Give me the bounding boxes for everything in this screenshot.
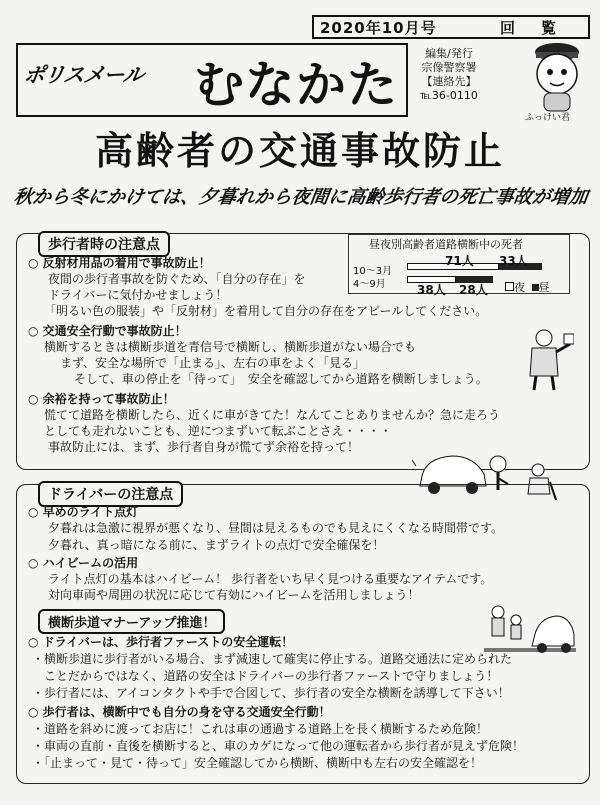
legend-night-swatch (505, 282, 514, 291)
subheadline: 秋から冬にかけては、夕暮れから夜間に高齢歩行者の死亡事故が増加 (12, 187, 590, 208)
ped-point2-line2: まず、安全な場所で「止まる」、左右の車をよく「見る」 (60, 356, 366, 370)
cross-point1-line3: ・歩行者には、アイコンタクトや手で合図して、歩行者の安全な横断を誘導して下さい！ (32, 686, 510, 700)
label-day-oct-mar: 33人 (499, 254, 528, 268)
ped-point1-line1: 夜間の歩行者事故を防ぐため、「自分の存在」を (48, 272, 306, 286)
issue-box (312, 15, 590, 39)
masthead (16, 43, 408, 117)
cross-point2-line3: ・「止まって・見て・待って」安全確認してから横断、横断中も左右の安全確認を！ (32, 756, 483, 770)
issue-date: 2020年10月号 (320, 18, 437, 37)
fatalities-chart (348, 234, 570, 297)
publisher-phone: ℡36-0110 (420, 89, 478, 102)
ped-point1-heading: ○ 反射材用品の着用で事故防止！ (28, 256, 211, 270)
publisher-line1: 編集/発行 (425, 47, 473, 60)
publisher-line3: 【連絡先】 (421, 75, 477, 88)
ped-point2-line3: そして、車の停止を「待って」 安全を確認してから道路を横断しましょう。 (74, 372, 488, 386)
cross-point1-heading: ○ ドライバーは、歩行者ファーストの安全運転！ (28, 635, 294, 649)
label-night-oct-mar: 71人 (445, 254, 474, 268)
cross-point1-line1: ・横断歩道に歩行者がいる場合、まず減速して確実に停止する。道路交通法に定められた (32, 652, 513, 666)
drv-point1-heading: ○ 早めのライト点灯 (28, 505, 139, 519)
label-day-apr-sep: 28人 (459, 283, 488, 297)
legend-night: 夜 (514, 281, 525, 294)
ped-point1-line2: ドライバーに気付かせましょう！ (48, 288, 228, 302)
circulate-label: 回覧 (499, 18, 582, 37)
crossing-guard-icon (514, 326, 574, 392)
ped-point3-text: 余裕を持って事故防止！ (42, 392, 175, 406)
ped-point3-heading: ○ 余裕を持って事故防止！ (28, 392, 175, 406)
drv-point2-line1: ライト点灯の基本はハイビーム！ 歩行者をいち早く見つける重要なアイテムです。 (48, 572, 493, 586)
cross-point2-line2: ・車両の直前・直後を横断すると、車のカゲになって他の運転者から歩行者が見えず危険！ (32, 739, 525, 753)
chart-legend (505, 279, 550, 295)
chart-category-2: 4～9月 (353, 279, 386, 290)
cross-point2-text: 歩行者は、横断中でも自分の身を守る交通安全行動！ (42, 705, 331, 719)
cross-point1-text: ドライバーは、歩行者ファーストの安全運転！ (42, 635, 294, 649)
ped-point1-line3: 「明るい色の服装」や「反射材」を着用して自分の存在をアピールしてください。 (44, 304, 488, 318)
ped-point2-text: 交通安全行動で事故防止！ (42, 324, 187, 338)
ped-point3-line3: 事故防止には、まず、歩行者自身が慌てず余裕を持って！ (48, 440, 360, 454)
cross-point1-line2: ことだからではなく、道路の安全はドライバーの歩行者ファーストで守りましょう！ (44, 669, 499, 683)
ped-point2-heading: ○ 交通安全行動で事故防止！ (28, 324, 187, 338)
drv-point2-line2: 対向車両や周囲の状況に応じて有効にハイビームを活用しましょう！ (48, 588, 420, 602)
driver-title: ドライバーの注意点 (38, 481, 183, 507)
crossing-title: 横断歩道マナーアップ推進！ (38, 609, 225, 634)
chart-category-1: 10～3月 (353, 266, 393, 277)
drv-point2-text: ハイビームの活用 (42, 556, 139, 570)
chart-title: 昼夜別高齢者道路横断中の死者 (369, 238, 523, 251)
ped-point2-line1: 横断するときは横断歩道を青信号で横断し、横断歩道がない場合でも (44, 340, 417, 354)
cross-point2-line1: ・道路を斜めに渡ってお店に！これは車の通過する道路上を長く横断するため危険！ (32, 722, 489, 736)
mascot-label: ふっけい君 (525, 113, 571, 123)
legend-day: 昼 (538, 281, 550, 294)
drv-point1-line2: 夕暮れ、真っ暗になる前に、まずライトの点灯で安全確保を！ (48, 538, 385, 552)
ped-point3-line2: としても走れないことも、逆につまずいて転ぶことさえ・・・・ (44, 424, 392, 438)
ped-point3-line1: 慌てて道路を横断したら、近くに車がきてた！なんてことありませんか？急に走ろう (44, 408, 501, 422)
brand-big: むなかた (194, 56, 398, 114)
drv-point1-line1: 夕暮れは急激に視界が悪くなり、昼間は見えるものでも見えにくくなる時間帯です。 (48, 521, 504, 535)
headline: 高齢者の交通事故防止 (94, 129, 505, 173)
label-night-apr-sep: 38人 (417, 283, 446, 297)
publisher-box (413, 47, 485, 103)
ped-point1-text: 反射材用品の着用で事故防止！ (42, 256, 211, 270)
publisher-line2: 宗像警察署 (421, 61, 477, 74)
brand-small: ポリスメール (22, 63, 145, 87)
drv-point2-heading: ○ ハイビームの活用 (28, 556, 139, 570)
pedestrian-title: 歩行者時の注意点 (38, 231, 170, 257)
crosswalk-scene-icon (482, 598, 578, 658)
legend-day-swatch (532, 284, 539, 291)
cross-point2-heading: ○ 歩行者は、横断中でも自分の身を守る交通安全行動！ (28, 705, 331, 719)
drv-point1-text: 早めのライト点灯 (42, 505, 139, 519)
